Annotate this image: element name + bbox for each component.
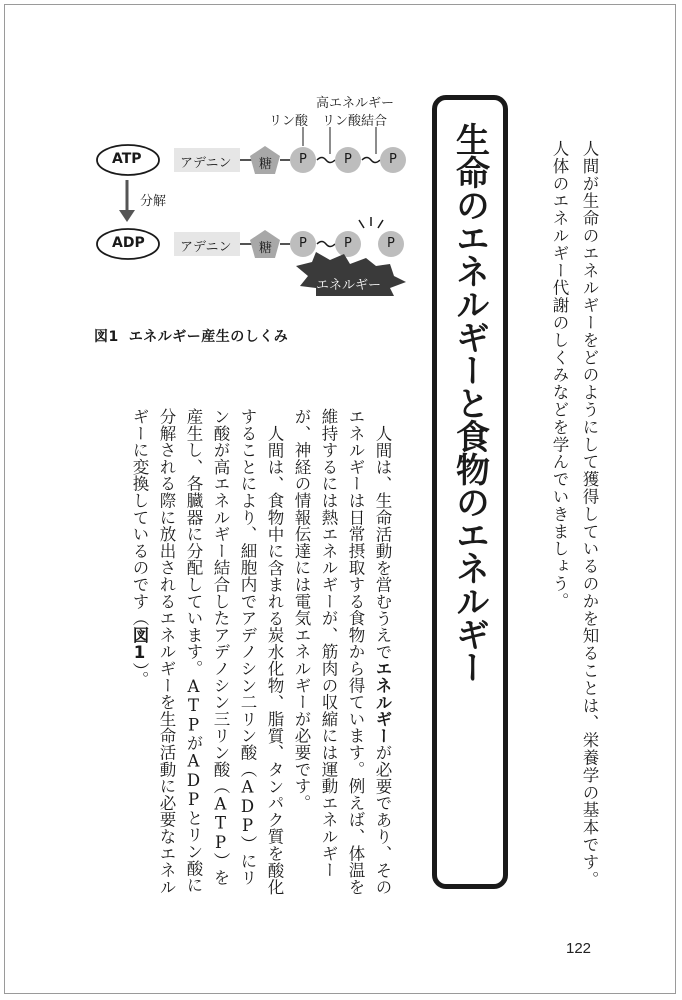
atp-p1-label: P	[299, 152, 307, 167]
adp-adenine-label: アデニン	[180, 240, 232, 255]
atp-adenine-label: アデニン	[180, 156, 232, 171]
label-phosphate-bond: リン酸結合	[322, 114, 388, 129]
label-high-energy: 高エネルギー	[316, 96, 395, 111]
adp-p2-label: P	[344, 236, 352, 251]
atp-p3-label: P	[389, 152, 397, 167]
intro-text: 人間が生命のエネルギーをどのようにして獲得しているのかを知ることは、栄養学の基本です。人体のエネルギー代謝のしくみなどを学んでいきましょう。	[550, 140, 599, 889]
atp-highenergy-bond-2	[362, 158, 380, 163]
paragraph-2	[126, 408, 288, 898]
atp-sugar-label: 糖	[259, 157, 273, 172]
page-title: 生命のエネルギーと食物のエネルギー	[449, 122, 490, 683]
label-phosphate: リン酸	[269, 114, 309, 129]
decomposition-arrow-head	[119, 210, 135, 222]
caption-text: エネルギー産生のしくみ	[128, 329, 289, 345]
adp-sugar-label: 糖	[259, 241, 273, 256]
figure-caption	[94, 326, 288, 346]
figure-reference: 図1	[130, 626, 149, 663]
spark-line-3	[378, 220, 383, 228]
adp-p1-label: P	[299, 236, 307, 251]
atp-label: ATP	[112, 151, 142, 167]
adp-label: ADP	[112, 235, 145, 251]
decomposition-label: 分解	[140, 194, 167, 209]
energy-burst-label: エネルギー	[316, 278, 382, 293]
atp-p2-label: P	[344, 152, 352, 167]
paragraph-1-rest: が必要であり、そのエネルギーは日常摂取する食物から得ています。例えば、体温を維持するには熱エネルギーが、筋肉の収縮には運動エネルギーが、神経の情報伝達には電気エネルギーが必要です。	[292, 408, 392, 896]
adp-highenergy-bond	[317, 242, 335, 247]
paragraph-1	[288, 408, 396, 898]
figure-atp-adp	[94, 86, 420, 296]
keyword-energy: エネルギー	[373, 659, 392, 744]
paragraph-1-lead: 人間は、生命活動を営むうえで	[373, 424, 392, 660]
page-number: 122	[566, 940, 592, 957]
paragraph-2-lead: 人間は、食物中に含まれる炭水化物、脂質、タンパク質を酸化することにより、細胞内でアデノシン二リン酸（ADP）にリン酸が高エネルギー結合したアデノシン三リン酸（ATP）を産生し、各臓器に分配しています。ATPがADPとリン酸に分解される際に放出されるエネルギーを生命活動に必要なエネルギーに変換しているのです（	[130, 408, 284, 896]
title-box	[432, 95, 508, 889]
paragraph-2-end: ）。	[130, 662, 149, 688]
atp-highenergy-bond-1	[317, 158, 335, 163]
spark-line-1	[359, 220, 364, 228]
body-text	[126, 408, 396, 898]
caption-number: 図1	[94, 329, 119, 345]
released-p-label: P	[387, 236, 395, 251]
